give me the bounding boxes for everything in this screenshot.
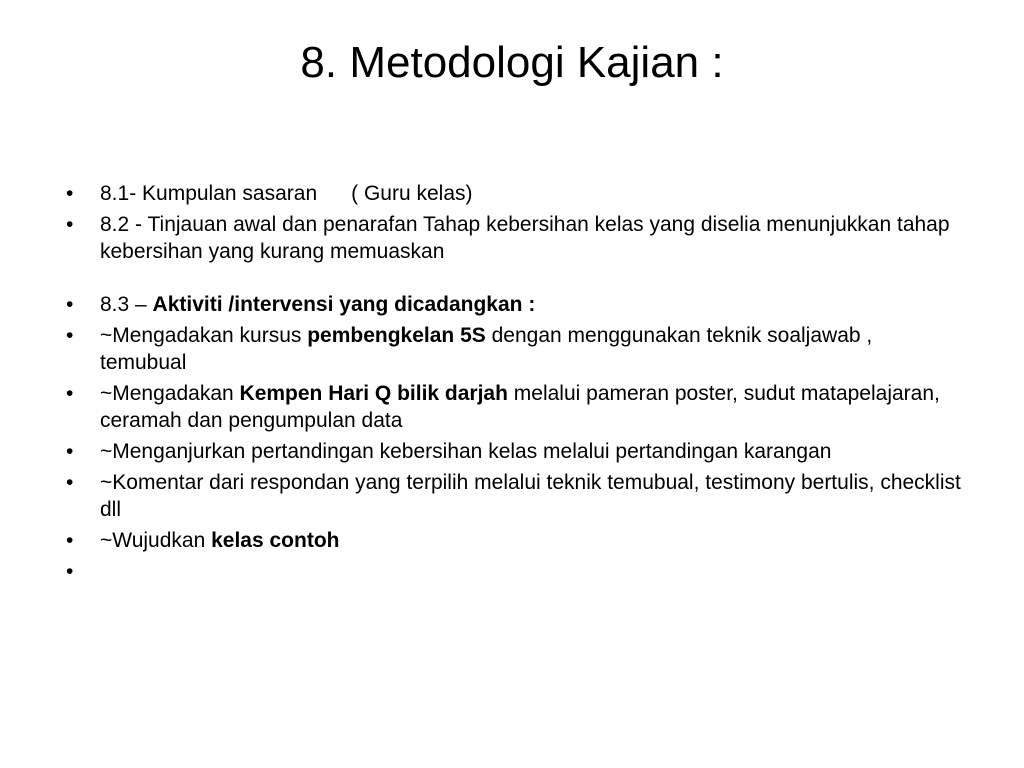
item-text: ~Komentar dari respondan yang terpilih melalui teknik temubual, testimony bertulis, checklist dll [100,471,961,521]
bullet-icon: • [66,293,74,316]
slide-title: 8. Metodologi Kajian : [300,38,724,87]
item-text-bold: pembengkelan 5S [307,324,486,347]
list-item [0,438,1024,465]
bullet-icon: • [66,560,74,583]
item-text: 8.1- Kumpulan sasaran [100,182,318,205]
list-item [0,380,1024,434]
bullet-icon: • [66,324,74,347]
bullet-icon: • [66,471,74,494]
item-text: ~Menganjurkan pertandingan kebersihan kelas melalui pertandingan karangan [100,440,832,463]
bullet-list [0,180,1024,589]
bullet-icon: • [66,529,74,552]
item-text-bold: Kempen Hari Q bilik darjah [239,382,508,405]
bullet-icon: • [66,213,74,236]
item-text-bold: kelas contoh [211,529,340,552]
item-text-post: melalui pameran poster, sudut matapelajaran, ceramah dan pengumpulan data [100,382,940,432]
bullet-icon: • [66,440,74,463]
list-item-empty [0,558,1024,585]
bullet-icon: • [66,182,74,205]
list-item [0,322,1024,376]
item-text-secondary: ( Guru kelas) [351,182,473,205]
list-item [0,291,1024,318]
item-text: 8.2 - Tinjauan awal dan penarafan Tahap kebersihan kelas yang diselia menunjukkan tahap kebersihan yang kurang memuaskan [100,213,950,263]
item-text: 8.3 – [100,293,153,316]
item-text-post: dengan menggunakan teknik soaljawab , temubual [100,324,873,374]
item-text: ~Mengadakan kursus [100,324,308,347]
item-text: ~Mengadakan [100,382,240,405]
bullet-icon: • [66,382,74,405]
item-text: ~Wujudkan [100,529,212,552]
item-text-bold: Aktiviti /intervensi yang dicadangkan : [152,293,536,316]
list-item [0,180,1024,207]
list-item [0,469,1024,523]
list-item [0,527,1024,554]
list-item [0,211,1024,265]
